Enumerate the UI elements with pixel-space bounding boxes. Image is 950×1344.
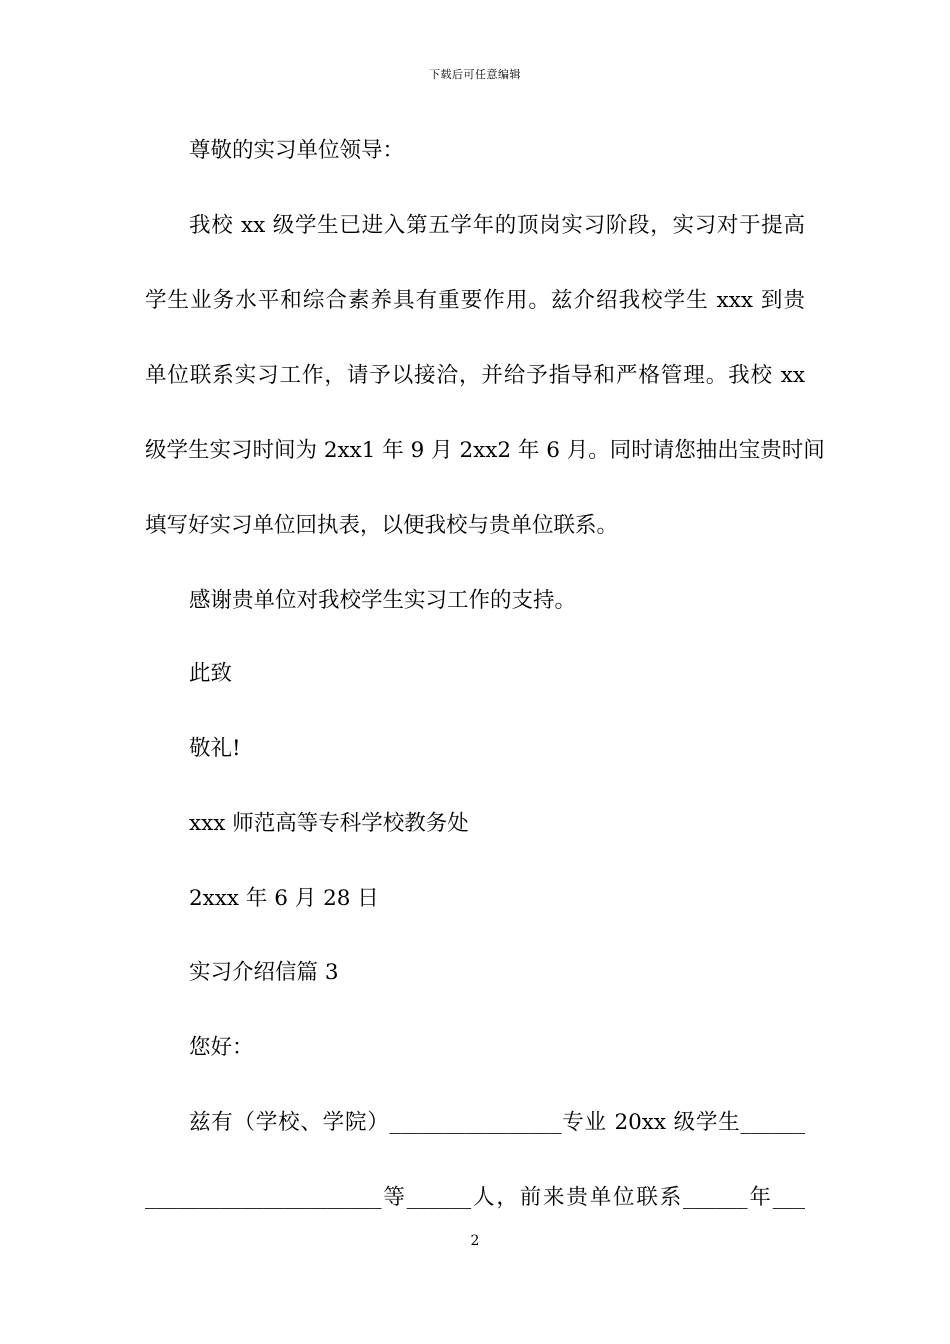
paragraph-1-line-5: 填写好实习单位回执表，以便我校与贵单位联系。 xyxy=(145,513,619,538)
paragraph-2-line-2: ______________________等______人，前来贵单位联系______年___ xyxy=(145,1185,805,1210)
section-title: 实习介绍信篇 3 xyxy=(189,960,339,985)
paragraph-2-line-1 xyxy=(189,1110,805,1136)
signature-line: xxx 师范高等专科学校教务处 xyxy=(189,811,469,836)
page-header: 下载后可任意编辑 xyxy=(429,68,521,81)
paragraph-1-line-1-text: 我校 xx 级学生已进入第五学年的顶岗实习阶段，实习对于提高 xyxy=(189,213,805,238)
salutation-line: 尊敬的实习单位领导： xyxy=(189,138,405,163)
closing-cizhi: 此致 xyxy=(189,661,233,686)
greeting-line: 您好： xyxy=(189,1035,254,1060)
paragraph-2-line-1-text: 兹有（学校、学院）________________专业 20xx 级学生______ xyxy=(189,1110,805,1135)
paragraph-1-line-3: 单位联系实习工作，请予以接洽，并给予指导和严格管理。我校 xx xyxy=(145,363,805,388)
thanks-line: 感谢贵单位对我校学生实习工作的支持。 xyxy=(189,588,577,613)
date-line: 2xxx 年 6 月 28 日 xyxy=(189,886,379,911)
closing-jingli: 敬礼! xyxy=(189,736,241,761)
paragraph-1-line-1 xyxy=(189,213,805,239)
paragraph-1-line-4: 级学生实习时间为 2xx1 年 9 月 2xx2 年 6 月。同时请您抽出宝贵时间 xyxy=(145,438,825,463)
paragraph-1-line-2: 学生业务水平和综合素养具有重要作用。兹介绍我校学生 xxx 到贵 xyxy=(145,288,805,313)
page-number: 2 xyxy=(470,1233,480,1249)
